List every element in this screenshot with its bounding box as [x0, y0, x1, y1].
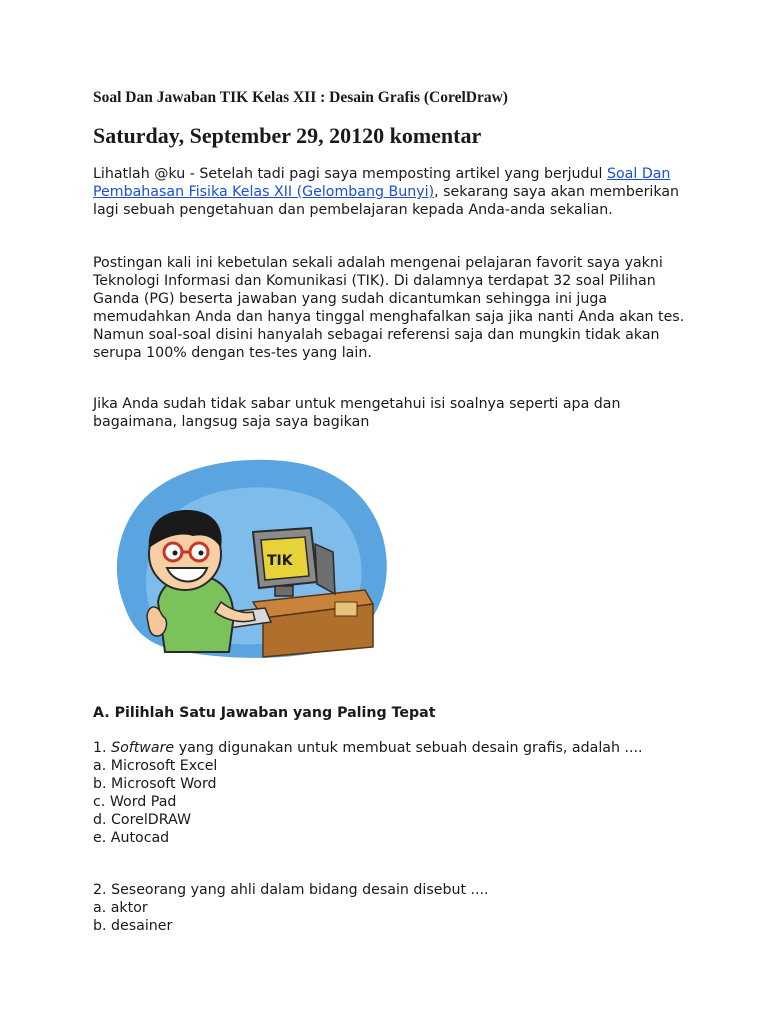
computer-desk [253, 590, 373, 657]
question-1-emphasis: Software [111, 740, 175, 756]
question-2-number: 2. [93, 882, 107, 898]
question-2-body: Seseorang yang ahli dalam bidang desain disebut .... [111, 882, 489, 898]
answer-option: a. aktor [93, 900, 148, 916]
question-1 [93, 739, 693, 847]
question-1-options [93, 757, 693, 847]
question-1-text [93, 739, 693, 757]
question-1-body: yang digunakan untuk membuat sebuah desain grafis, adalah .... [178, 740, 643, 756]
document-title: Soal Dan Jawaban TIK Kelas XII : Desain Grafis (CorelDraw) [93, 89, 508, 106]
answer-option: b. Microsoft Word [93, 776, 217, 792]
intro-paragraph-1 [93, 165, 693, 219]
intro-p1-before-link: Lihatlah @ku - Setelah tadi pagi saya memposting artikel yang berjudul [93, 166, 607, 182]
intro-paragraph-2: Postingan kali ini kebetulan sekali adalah mengenai pelajaran favorit saya yakni Teknologi Informasi dan Komunikasi (TIK). Di dalamnya terdapat 32 soal Pilihan Ganda (PG) beserta jawaban yang sudah dicantumkan sehingga ini juga memudahkan Anda dan hanya tinggal menghafalkan saja jika nanti Anda akan tes. Namun soal-soal disini hanyalah sebagai referensi saja dan mungkin tidak akan serupa 100% dengan tes-tes yang lain. [93, 255, 685, 361]
answer-option: a. Microsoft Excel [93, 758, 218, 774]
student-computer-illustration [103, 452, 393, 662]
answer-option: c. Word Pad [93, 794, 177, 810]
post-date-heading: Saturday, September 29, 20120 komentar [93, 123, 482, 148]
answer-option: e. Autocad [93, 830, 170, 846]
answer-option: b. desainer [93, 918, 173, 934]
answer-option: d. CorelDRAW [93, 812, 191, 828]
related-article-link[interactable]: Soal Dan Pembahasan Fisika Kelas XII (Gelombang Bunyi) [93, 166, 671, 200]
intro-p1-after-link: , sekarang saya akan memberikan lagi sebuah pengetahuan dan pembelajaran kepada Anda-anda sekalian. [93, 184, 680, 218]
question-1-number: 1. [93, 740, 107, 756]
intro-paragraph-3: Jika Anda sudah tidak sabar untuk mengetahui isi soalnya seperti apa dan bagaimana, langsug saja saya bagikan [93, 396, 621, 430]
screen-label: TIK [267, 553, 293, 569]
question-2-text [93, 881, 693, 899]
question-2-options [93, 899, 693, 935]
question-2 [93, 881, 693, 935]
section-heading: A. Pilihlah Satu Jawaban yang Paling Tepat [93, 705, 436, 721]
